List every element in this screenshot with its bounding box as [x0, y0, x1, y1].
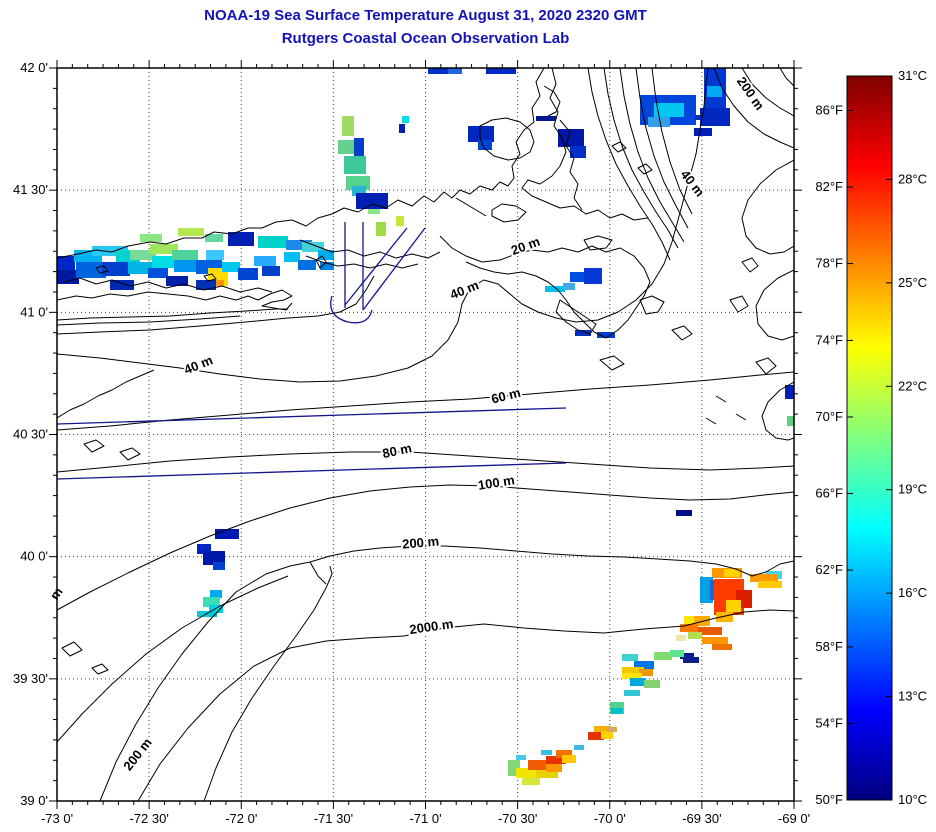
x-tick-label: -72 0' — [225, 811, 258, 826]
colorbar-c-label: 13°C — [898, 688, 928, 704]
bathymetry-contour — [636, 68, 688, 228]
contour-depth-label: 40 m — [181, 352, 215, 378]
figure-subtitle: Rutgers Coastal Ocean Observation Lab — [281, 30, 570, 47]
sst-pixel — [624, 690, 640, 696]
y-axis-labels — [13, 60, 48, 808]
sst-pixel — [688, 632, 702, 639]
sst-pixel — [670, 650, 684, 657]
sst-pixel — [396, 216, 404, 226]
colorbar-f-label: 74°F — [815, 332, 843, 348]
sst-pixel — [683, 657, 699, 663]
sst-pixel — [148, 268, 168, 278]
bathymetry-contour — [620, 68, 684, 242]
x-tick-label: -71 30' — [313, 811, 354, 826]
bathymetry-contour — [730, 258, 776, 374]
y-tick-label: 42 0' — [20, 60, 48, 75]
sst-pixel — [522, 778, 540, 785]
bathymetry-contour — [57, 290, 292, 310]
bathymetry-contour — [756, 270, 794, 340]
sst-pixel — [562, 755, 576, 763]
sst-pixel — [178, 228, 204, 236]
sst-pixel — [726, 600, 741, 612]
sst-pixel — [758, 581, 782, 588]
sst-pixel — [700, 108, 730, 126]
colorbar-f-label: 82°F — [815, 179, 843, 195]
contour-depth-label: 200 m — [120, 735, 155, 774]
sst-pixel — [254, 256, 276, 266]
colorbar-c-label: 19°C — [898, 481, 928, 497]
sst-pixel — [284, 252, 300, 262]
contour-labels — [47, 74, 768, 773]
sst-pixel — [399, 124, 405, 133]
colorbar-c-label: 22°C — [898, 378, 928, 394]
sst-pixel — [787, 416, 797, 426]
contour-depth-label: m — [46, 584, 66, 603]
colorbar-c-label: 31°C — [898, 68, 928, 83]
bathymetry-contour — [62, 642, 108, 674]
x-tick-label: -70 30' — [497, 811, 538, 826]
sst-pixel — [707, 86, 722, 97]
figure-title: NOAA-19 Sea Surface Temperature August 31, 2020 2320 GMT — [204, 7, 647, 24]
sst-pixel — [676, 635, 686, 641]
y-tick-label: 41 0' — [20, 304, 48, 320]
x-tick-label: -69 0' — [777, 811, 811, 826]
sst-pixel — [76, 262, 106, 278]
y-tick-label: 40 30' — [12, 426, 48, 442]
bathymetry-contour — [310, 562, 326, 584]
sst-pixel — [545, 286, 565, 292]
contour-depth-label: 80 m — [381, 440, 414, 462]
y-tick-label: 40 0' — [20, 548, 48, 564]
colorbar-f-label: 62°F — [815, 562, 843, 578]
colorbar-f-label: 78°F — [815, 255, 843, 271]
contour-depth-label: 20 m — [508, 233, 542, 258]
transect-line — [57, 408, 566, 424]
sst-pixel — [785, 385, 799, 399]
colorbar-c-label: 28°C — [898, 171, 928, 187]
sst-pixel — [172, 250, 198, 260]
bathymetry-contour — [84, 440, 140, 460]
contour-depth-label: 60 m — [489, 384, 523, 407]
sst-pixel — [570, 272, 586, 282]
colorbar-c-label: 16°C — [898, 585, 928, 601]
contour-depth-label: 200 m — [401, 533, 440, 552]
glider-track-line — [363, 228, 425, 310]
sst-pixel — [516, 755, 526, 760]
sst-pixel — [607, 727, 617, 732]
bathymetry-contour — [57, 576, 288, 742]
x-tick-label: -70 0' — [593, 811, 626, 826]
sst-pixel — [55, 256, 75, 272]
sst-pixel — [536, 116, 556, 121]
sst-pixel — [344, 156, 366, 174]
sst-pixel — [356, 193, 388, 209]
bathymetry-contour — [57, 370, 154, 418]
glider-track-loop — [331, 296, 372, 323]
sst-pixel — [702, 637, 728, 644]
contour-depth-label: 40 m — [447, 277, 481, 303]
y-tick-label: 41 30' — [12, 182, 48, 198]
sst-pixel — [611, 708, 623, 714]
x-tick-label: -72 30' — [129, 811, 169, 826]
sst-pixel — [215, 529, 239, 539]
colorbar-c-label: 25°C — [898, 274, 928, 290]
x-tick-label: -71 0' — [409, 811, 442, 826]
sst-pixel — [262, 266, 280, 276]
sst-pixel — [584, 268, 602, 284]
sst-pixel — [376, 222, 386, 236]
sst-pixel — [140, 234, 162, 242]
sst-pixel — [338, 140, 356, 154]
y-tick-label: 39 0' — [20, 793, 48, 808]
sst-pixel — [712, 644, 732, 650]
x-axis-labels — [41, 811, 810, 826]
sst-pixel — [210, 590, 222, 598]
sst-pixel — [630, 678, 646, 686]
contour-depth-label: 200 m — [733, 74, 768, 113]
bathymetry-contour — [556, 300, 596, 334]
sst-pixel — [575, 330, 591, 336]
colorbar — [847, 76, 892, 800]
sst-pixel — [238, 268, 258, 280]
colorbar-f-label: 58°F — [815, 638, 843, 654]
colorbar-f-label: 70°F — [815, 408, 843, 424]
bathymetry-contour — [100, 546, 794, 801]
sst-pixel — [546, 764, 562, 772]
sst-pixel — [622, 654, 638, 661]
bathymetry-contour — [742, 160, 794, 254]
x-tick-label: -73 0' — [40, 811, 74, 826]
x-tick-label: -69 30' — [682, 811, 722, 826]
sst-pixel — [676, 510, 692, 516]
bathymetry-contour — [780, 68, 794, 86]
bathymetry-contour — [57, 309, 288, 320]
sst-pixel — [206, 250, 224, 260]
colorbar-f-label: 86°F — [815, 102, 843, 118]
sst-pixel — [55, 270, 79, 284]
sst-pixel — [448, 66, 462, 74]
y-tick-label: 39 30' — [12, 670, 48, 686]
sst-pixel — [541, 750, 552, 755]
bathymetry-contour — [456, 198, 486, 216]
colorbar-c-label: 10°C — [898, 792, 928, 807]
sst-pixel — [563, 283, 575, 290]
sst-pixel — [601, 731, 613, 739]
sst-pixel — [684, 616, 694, 624]
bathymetry-contour — [204, 566, 332, 801]
bathymetry-contour — [492, 204, 526, 222]
sst-pixel — [342, 116, 354, 136]
colorbar-f-label: 54°F — [815, 715, 843, 731]
sst-pixel — [644, 680, 660, 688]
sst-pixel — [110, 280, 134, 290]
contour-depth-label: 2000 m — [408, 616, 455, 638]
bathymetry-contour — [57, 316, 240, 325]
contour-depth-label: 40 m — [677, 166, 708, 200]
bathymetry-contour — [522, 68, 648, 220]
sst-pixel — [402, 116, 409, 123]
contour-depth-label: 100 m — [476, 472, 516, 493]
sst-pixel — [694, 128, 712, 136]
colorbar-f-label: 50°F — [815, 792, 843, 807]
sst-pixel — [574, 745, 584, 750]
sst-pixel — [222, 262, 240, 272]
sst-pixel — [258, 236, 288, 248]
colorbar-f-label: 66°F — [815, 485, 843, 501]
sst-pixel — [654, 652, 672, 660]
sst-pixel — [213, 562, 225, 570]
bathymetry-contour — [706, 396, 746, 424]
sst-pixel — [298, 260, 316, 270]
